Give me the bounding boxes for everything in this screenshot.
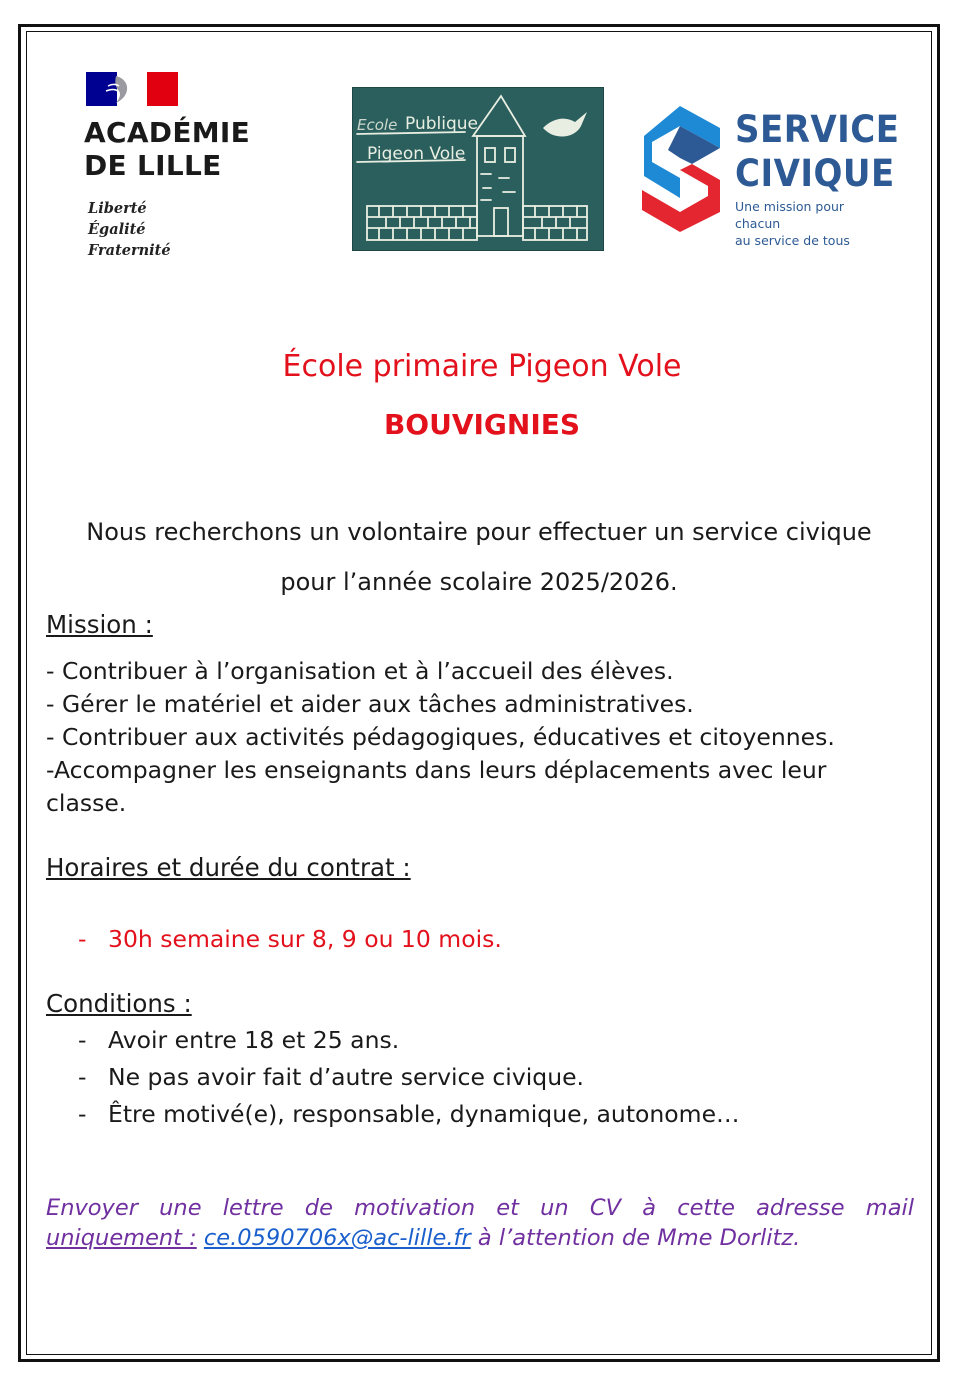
intro-paragraph bbox=[40, 507, 918, 607]
motto-fraternite: Fraternité bbox=[88, 242, 171, 259]
tower-drawing-icon bbox=[353, 88, 603, 250]
service-civique-emblem-icon bbox=[640, 104, 730, 232]
schedule-item bbox=[78, 921, 502, 958]
mission-title: Mission : bbox=[46, 610, 153, 639]
mission-list bbox=[46, 655, 916, 820]
dash-bullet: - bbox=[78, 925, 87, 953]
academie-name-line1: ACADÉMIE bbox=[84, 116, 251, 149]
email-link[interactable]: ce.0590706x@ac-lille.fr bbox=[203, 1225, 471, 1251]
condition-item bbox=[78, 1096, 740, 1133]
motto-liberte: Liberté bbox=[88, 200, 147, 217]
service-civique-logo bbox=[640, 104, 900, 248]
school-name-heading: École primaire Pigeon Vole bbox=[282, 349, 682, 384]
mission-item: - Contribuer aux activités pédagogiques, éducatives et citoyennes. bbox=[46, 723, 835, 751]
service-civique-title1: SERVICE bbox=[735, 108, 900, 151]
dash-bullet: - bbox=[78, 1063, 87, 1091]
application-instructions bbox=[46, 1193, 914, 1253]
intro-line1: Nous recherchons un volontaire pour effectuer un service civique bbox=[86, 518, 872, 546]
academie-name-line2: DE LILLE bbox=[84, 149, 222, 182]
mission-item: - Contribuer à l’organisation et à l’accueil des élèves. bbox=[46, 657, 674, 685]
condition-item-text: Avoir entre 18 et 25 ans. bbox=[108, 1026, 400, 1054]
condition-item-text: Ne pas avoir fait d’autre service civique. bbox=[108, 1063, 585, 1091]
uniquement-label: uniquement : bbox=[46, 1225, 197, 1251]
school-logo-pigeon-vole: Pigeon Vole bbox=[367, 144, 466, 164]
mission-item: classe. bbox=[46, 789, 127, 817]
pigeon-icon bbox=[543, 112, 587, 137]
motto-egalite: Égalité bbox=[88, 221, 146, 238]
schedule-title: Horaires et durée du contrat : bbox=[46, 853, 411, 882]
condition-item-text: Être motivé(e), responsable, dynamique, autonome… bbox=[108, 1100, 740, 1128]
school-logo-ecole: Ecole bbox=[357, 116, 398, 134]
schedule-list bbox=[78, 921, 502, 958]
schedule-item-text: 30h semaine sur 8, 9 ou 10 mois. bbox=[108, 925, 502, 953]
conditions-title: Conditions : bbox=[46, 989, 192, 1018]
dash-bullet: - bbox=[78, 1026, 87, 1054]
dash-bullet: - bbox=[78, 1100, 87, 1128]
town-heading: BOUVIGNIES bbox=[383, 408, 581, 441]
intro-line2: pour l’année scolaire 2025/2026. bbox=[280, 568, 678, 596]
condition-item bbox=[78, 1059, 740, 1096]
footer-line1: Envoyer une lettre de motivation et un CV à cette adresse mail bbox=[46, 1195, 914, 1221]
marianne-flag-icon bbox=[86, 72, 178, 106]
mission-item: - Gérer le matériel et aider aux tâches administratives. bbox=[46, 690, 694, 718]
academie-lille-logo bbox=[84, 72, 284, 272]
footer-suffix: à l’attention de Mme Dorlitz. bbox=[477, 1225, 801, 1251]
conditions-list bbox=[78, 1022, 740, 1133]
school-logo bbox=[352, 87, 604, 251]
service-civique-subtitle2: au service de tous bbox=[735, 233, 850, 248]
school-logo-publique: Publique bbox=[405, 114, 478, 134]
service-civique-title2: CIVIQUE bbox=[735, 152, 895, 195]
mission-item: -Accompagner les enseignants dans leurs déplacements avec leur bbox=[46, 756, 827, 784]
service-civique-subtitle1: Une mission pour chacun bbox=[735, 199, 845, 231]
condition-item bbox=[78, 1022, 740, 1059]
